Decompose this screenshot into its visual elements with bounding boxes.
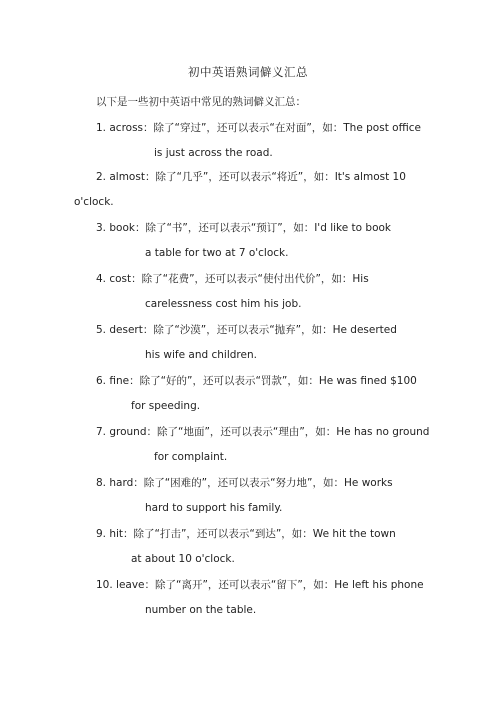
entry-line: 9. hit：除了“打击”，还可以表示“到达”，如：We hit the town xyxy=(96,528,396,540)
intro-paragraph: 以下是一些初中英语中常见的熟词僻义汇总： xyxy=(96,96,306,108)
entry-line: carelessness cost him his job. xyxy=(145,298,302,310)
entry-line: his wife and children. xyxy=(145,349,257,361)
entry-line: 3. book：除了“书”，还可以表示“预订”，如：I'd like to book xyxy=(96,222,392,234)
entry-line: 1. across：除了“穿过”，还可以表示“在对面”，如：The post office xyxy=(96,122,421,134)
entry-line: 10. leave：除了“离开”，还可以表示“留下”，如：He left his phone xyxy=(96,579,424,591)
entry-line: 5. desert：除了“沙漠”，还可以表示“抛弃”，如：He deserted xyxy=(96,324,397,336)
entry-line: hard to support his family. xyxy=(145,502,283,514)
entry-line: for speeding. xyxy=(131,400,201,412)
entry-line: number on the table. xyxy=(145,604,257,616)
entry-line: o'clock. xyxy=(74,196,114,208)
entry-line: for complaint. xyxy=(154,451,228,463)
entry-line: 6. fine：除了“好的”，还可以表示“罚款”，如：He was fined $100 xyxy=(96,375,417,387)
document-title: 初中英语熟词僻义汇总 xyxy=(188,65,308,79)
entry-line: 7. ground：除了“地面”，还可以表示“理由”，如：He has no ground xyxy=(96,426,430,438)
entry-line: a table for two at 7 o'clock. xyxy=(145,247,289,259)
entry-line: at about 10 o'clock. xyxy=(131,553,235,565)
entry-line: 8. hard：除了“困难的”，还可以表示“努力地”，如：He works xyxy=(96,477,393,489)
entry-line: 2. almost：除了“几乎”，还可以表示“将近”，如：It's almost 10 xyxy=(96,171,406,183)
entry-line: 4. cost：除了“花费”，还可以表示“使付出代价”，如：His xyxy=(96,273,369,285)
entry-line: is just across the road. xyxy=(154,147,273,159)
